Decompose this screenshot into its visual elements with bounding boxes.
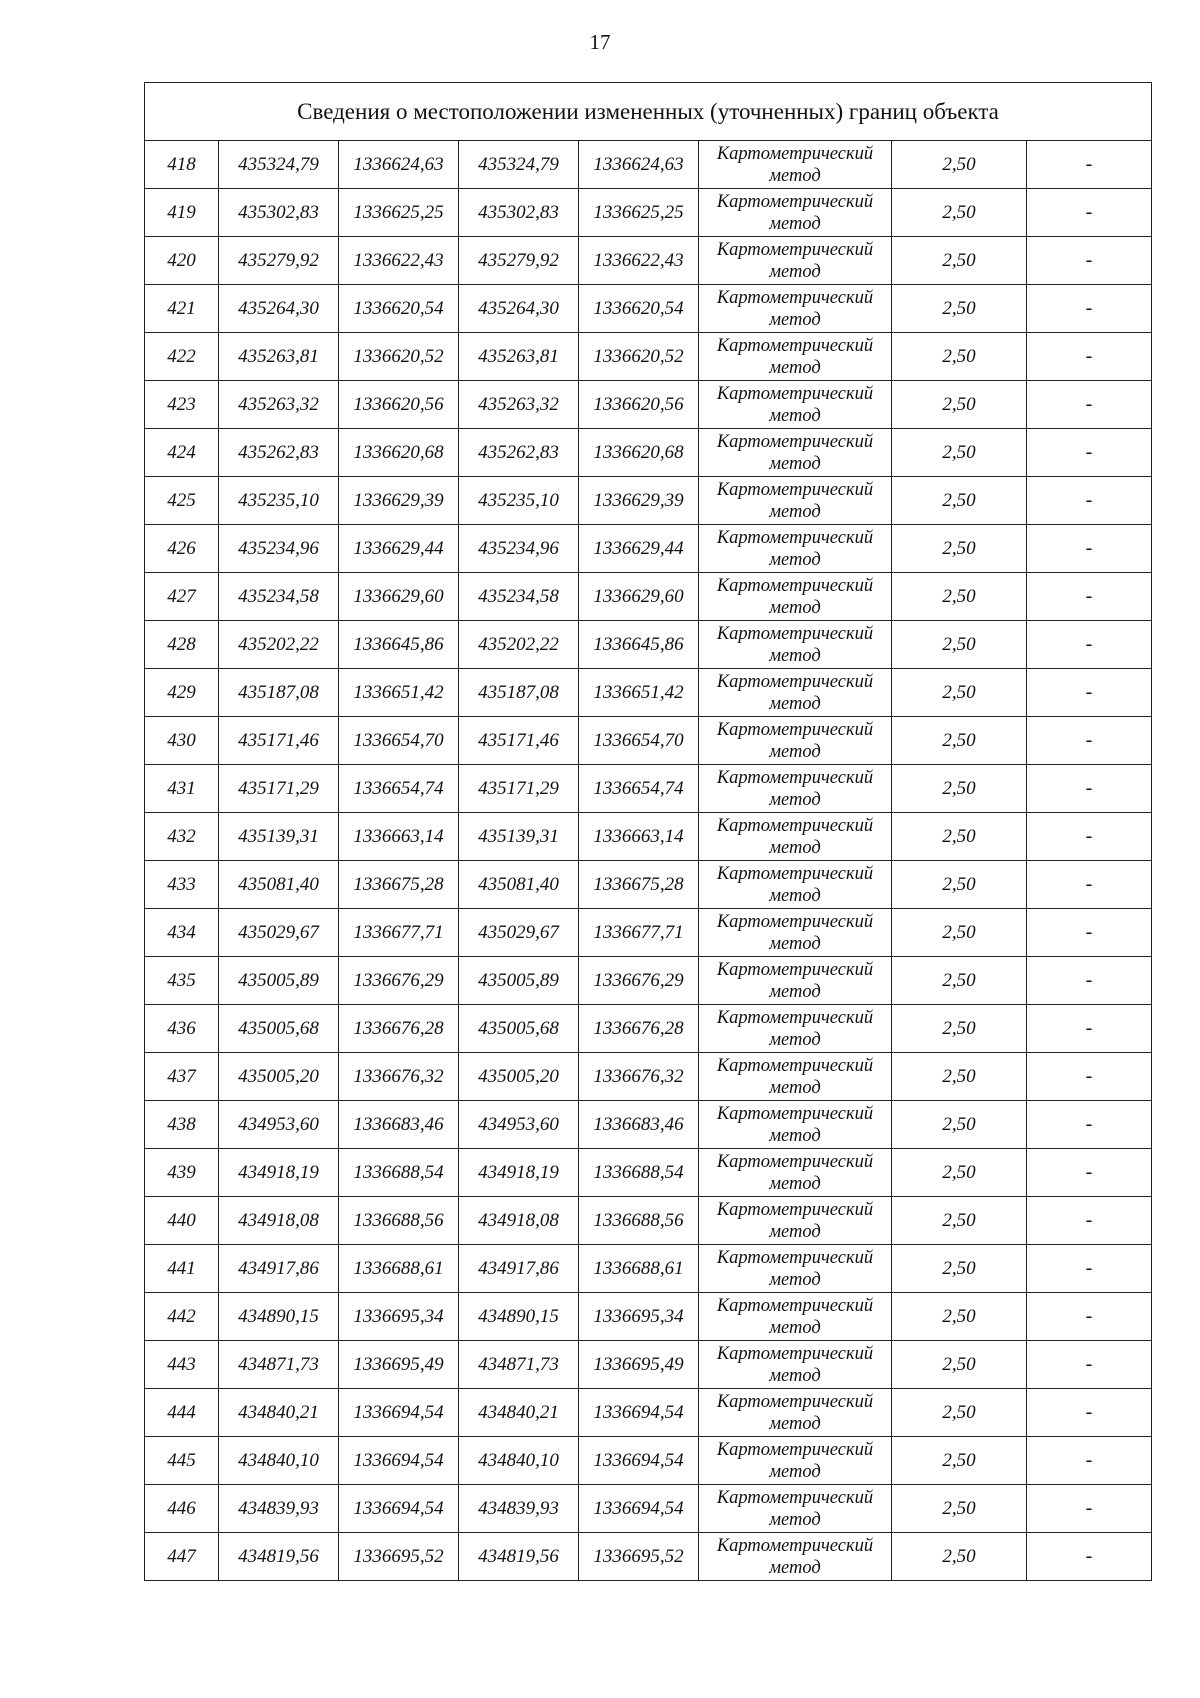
point-number-cell: 437 [145, 1053, 219, 1101]
x-refined-cell: 434839,93 [459, 1485, 579, 1533]
table-row [145, 1485, 1152, 1533]
accuracy-cell: 2,50 [892, 525, 1027, 573]
note-cell: - [1027, 189, 1152, 237]
method-cell: Картометрический метод [699, 525, 892, 573]
x-refined-cell: 435005,20 [459, 1053, 579, 1101]
y-refined-cell: 1336688,61 [579, 1245, 699, 1293]
point-number-cell: 419 [145, 189, 219, 237]
method-cell: Картометрический метод [699, 381, 892, 429]
table-row [145, 861, 1152, 909]
y-existing-cell: 1336625,25 [339, 189, 459, 237]
y-existing-cell: 1336629,39 [339, 477, 459, 525]
x-existing-cell: 435234,96 [219, 525, 339, 573]
accuracy-cell: 2,50 [892, 1341, 1027, 1389]
point-number-cell: 443 [145, 1341, 219, 1389]
note-cell: - [1027, 141, 1152, 189]
method-cell: Картометрический метод [699, 141, 892, 189]
note-cell: - [1027, 1149, 1152, 1197]
y-refined-cell: 1336620,56 [579, 381, 699, 429]
point-number-cell: 442 [145, 1293, 219, 1341]
method-cell: Картометрический метод [699, 1293, 892, 1341]
accuracy-cell: 2,50 [892, 189, 1027, 237]
x-existing-cell: 435302,83 [219, 189, 339, 237]
accuracy-cell: 2,50 [892, 1005, 1027, 1053]
y-refined-cell: 1336629,60 [579, 573, 699, 621]
method-cell: Картометрический метод [699, 189, 892, 237]
method-cell: Картометрический метод [699, 1341, 892, 1389]
x-existing-cell: 435279,92 [219, 237, 339, 285]
x-refined-cell: 435235,10 [459, 477, 579, 525]
table-row [145, 1101, 1152, 1149]
y-refined-cell: 1336676,32 [579, 1053, 699, 1101]
table-row [145, 429, 1152, 477]
point-number-cell: 418 [145, 141, 219, 189]
note-cell: - [1027, 333, 1152, 381]
x-refined-cell: 434890,15 [459, 1293, 579, 1341]
point-number-cell: 430 [145, 717, 219, 765]
y-refined-cell: 1336688,56 [579, 1197, 699, 1245]
accuracy-cell: 2,50 [892, 477, 1027, 525]
point-number-cell: 441 [145, 1245, 219, 1293]
note-cell: - [1027, 909, 1152, 957]
accuracy-cell: 2,50 [892, 861, 1027, 909]
table-row [145, 525, 1152, 573]
accuracy-cell: 2,50 [892, 1485, 1027, 1533]
note-cell: - [1027, 1533, 1152, 1581]
table-row [145, 1005, 1152, 1053]
y-existing-cell: 1336688,56 [339, 1197, 459, 1245]
x-existing-cell: 435029,67 [219, 909, 339, 957]
x-refined-cell: 435005,89 [459, 957, 579, 1005]
method-cell: Картометрический метод [699, 909, 892, 957]
table-row [145, 813, 1152, 861]
x-existing-cell: 435139,31 [219, 813, 339, 861]
note-cell: - [1027, 1197, 1152, 1245]
note-cell: - [1027, 621, 1152, 669]
y-existing-cell: 1336677,71 [339, 909, 459, 957]
x-existing-cell: 435263,32 [219, 381, 339, 429]
x-refined-cell: 435302,83 [459, 189, 579, 237]
method-cell: Картометрический метод [699, 1053, 892, 1101]
point-number-cell: 420 [145, 237, 219, 285]
x-existing-cell: 435005,20 [219, 1053, 339, 1101]
table-row [145, 1245, 1152, 1293]
x-existing-cell: 435081,40 [219, 861, 339, 909]
point-number-cell: 439 [145, 1149, 219, 1197]
accuracy-cell: 2,50 [892, 237, 1027, 285]
y-existing-cell: 1336694,54 [339, 1485, 459, 1533]
accuracy-cell: 2,50 [892, 1533, 1027, 1581]
note-cell: - [1027, 285, 1152, 333]
note-cell: - [1027, 813, 1152, 861]
accuracy-cell: 2,50 [892, 1437, 1027, 1485]
method-cell: Картометрический метод [699, 1149, 892, 1197]
note-cell: - [1027, 1053, 1152, 1101]
accuracy-cell: 2,50 [892, 669, 1027, 717]
y-existing-cell: 1336695,52 [339, 1533, 459, 1581]
x-existing-cell: 435171,46 [219, 717, 339, 765]
table-row [145, 189, 1152, 237]
method-cell: Картометрический метод [699, 1533, 892, 1581]
accuracy-cell: 2,50 [892, 717, 1027, 765]
y-existing-cell: 1336622,43 [339, 237, 459, 285]
y-existing-cell: 1336654,70 [339, 717, 459, 765]
y-existing-cell: 1336645,86 [339, 621, 459, 669]
y-refined-cell: 1336695,52 [579, 1533, 699, 1581]
table-row [145, 717, 1152, 765]
note-cell: - [1027, 669, 1152, 717]
boundary-coordinates-table [144, 82, 1152, 1581]
y-refined-cell: 1336688,54 [579, 1149, 699, 1197]
x-existing-cell: 435324,79 [219, 141, 339, 189]
accuracy-cell: 2,50 [892, 1389, 1027, 1437]
method-cell: Картометрический метод [699, 861, 892, 909]
method-cell: Картометрический метод [699, 957, 892, 1005]
x-existing-cell: 434839,93 [219, 1485, 339, 1533]
table-row [145, 957, 1152, 1005]
accuracy-cell: 2,50 [892, 1149, 1027, 1197]
method-cell: Картометрический метод [699, 477, 892, 525]
y-refined-cell: 1336654,70 [579, 717, 699, 765]
y-existing-cell: 1336695,49 [339, 1341, 459, 1389]
y-existing-cell: 1336688,54 [339, 1149, 459, 1197]
accuracy-cell: 2,50 [892, 333, 1027, 381]
table-row [145, 1437, 1152, 1485]
x-refined-cell: 434917,86 [459, 1245, 579, 1293]
point-number-cell: 432 [145, 813, 219, 861]
accuracy-cell: 2,50 [892, 765, 1027, 813]
accuracy-cell: 2,50 [892, 957, 1027, 1005]
y-refined-cell: 1336663,14 [579, 813, 699, 861]
table-row [145, 333, 1152, 381]
table-row [145, 1149, 1152, 1197]
point-number-cell: 428 [145, 621, 219, 669]
note-cell: - [1027, 381, 1152, 429]
x-refined-cell: 434840,21 [459, 1389, 579, 1437]
table-row [145, 141, 1152, 189]
point-number-cell: 444 [145, 1389, 219, 1437]
table-row [145, 765, 1152, 813]
method-cell: Картометрический метод [699, 621, 892, 669]
note-cell: - [1027, 1389, 1152, 1437]
point-number-cell: 424 [145, 429, 219, 477]
table-row [145, 1341, 1152, 1389]
y-refined-cell: 1336620,54 [579, 285, 699, 333]
table-row [145, 477, 1152, 525]
x-refined-cell: 435029,67 [459, 909, 579, 957]
note-cell: - [1027, 237, 1152, 285]
note-cell: - [1027, 1005, 1152, 1053]
y-existing-cell: 1336683,46 [339, 1101, 459, 1149]
y-refined-cell: 1336676,29 [579, 957, 699, 1005]
y-refined-cell: 1336694,54 [579, 1485, 699, 1533]
x-refined-cell: 435171,46 [459, 717, 579, 765]
method-cell: Картометрический метод [699, 1485, 892, 1533]
x-existing-cell: 434918,08 [219, 1197, 339, 1245]
y-refined-cell: 1336654,74 [579, 765, 699, 813]
y-refined-cell: 1336694,54 [579, 1389, 699, 1437]
point-number-cell: 433 [145, 861, 219, 909]
point-number-cell: 445 [145, 1437, 219, 1485]
x-existing-cell: 434953,60 [219, 1101, 339, 1149]
y-refined-cell: 1336677,71 [579, 909, 699, 957]
x-refined-cell: 435187,08 [459, 669, 579, 717]
x-refined-cell: 435139,31 [459, 813, 579, 861]
table-row [145, 909, 1152, 957]
point-number-cell: 440 [145, 1197, 219, 1245]
note-cell: - [1027, 717, 1152, 765]
table-row [145, 237, 1152, 285]
x-refined-cell: 435264,30 [459, 285, 579, 333]
method-cell: Картометрический метод [699, 429, 892, 477]
x-existing-cell: 434890,15 [219, 1293, 339, 1341]
method-cell: Картометрический метод [699, 1197, 892, 1245]
y-refined-cell: 1336629,39 [579, 477, 699, 525]
x-existing-cell: 435234,58 [219, 573, 339, 621]
y-refined-cell: 1336645,86 [579, 621, 699, 669]
x-refined-cell: 435081,40 [459, 861, 579, 909]
y-refined-cell: 1336695,49 [579, 1341, 699, 1389]
y-existing-cell: 1336695,34 [339, 1293, 459, 1341]
y-existing-cell: 1336620,56 [339, 381, 459, 429]
table-row [145, 285, 1152, 333]
note-cell: - [1027, 1101, 1152, 1149]
table-row [145, 1197, 1152, 1245]
x-existing-cell: 434819,56 [219, 1533, 339, 1581]
x-existing-cell: 434871,73 [219, 1341, 339, 1389]
x-existing-cell: 435264,30 [219, 285, 339, 333]
y-refined-cell: 1336695,34 [579, 1293, 699, 1341]
y-existing-cell: 1336620,54 [339, 285, 459, 333]
accuracy-cell: 2,50 [892, 141, 1027, 189]
x-existing-cell: 435005,89 [219, 957, 339, 1005]
note-cell: - [1027, 477, 1152, 525]
x-refined-cell: 434819,56 [459, 1533, 579, 1581]
y-refined-cell: 1336651,42 [579, 669, 699, 717]
y-refined-cell: 1336620,68 [579, 429, 699, 477]
x-refined-cell: 435262,83 [459, 429, 579, 477]
x-existing-cell: 434918,19 [219, 1149, 339, 1197]
table-row [145, 1053, 1152, 1101]
y-existing-cell: 1336624,63 [339, 141, 459, 189]
y-existing-cell: 1336676,28 [339, 1005, 459, 1053]
table-row [145, 1293, 1152, 1341]
table-title-row [145, 83, 1152, 141]
accuracy-cell: 2,50 [892, 285, 1027, 333]
y-refined-cell: 1336624,63 [579, 141, 699, 189]
y-existing-cell: 1336675,28 [339, 861, 459, 909]
accuracy-cell: 2,50 [892, 1053, 1027, 1101]
method-cell: Картометрический метод [699, 573, 892, 621]
x-existing-cell: 435005,68 [219, 1005, 339, 1053]
y-existing-cell: 1336654,74 [339, 765, 459, 813]
y-existing-cell: 1336620,68 [339, 429, 459, 477]
accuracy-cell: 2,50 [892, 1197, 1027, 1245]
note-cell: - [1027, 1485, 1152, 1533]
x-refined-cell: 435263,32 [459, 381, 579, 429]
point-number-cell: 431 [145, 765, 219, 813]
point-number-cell: 438 [145, 1101, 219, 1149]
point-number-cell: 447 [145, 1533, 219, 1581]
method-cell: Картометрический метод [699, 1437, 892, 1485]
accuracy-cell: 2,50 [892, 621, 1027, 669]
y-existing-cell: 1336688,61 [339, 1245, 459, 1293]
method-cell: Картометрический метод [699, 717, 892, 765]
x-refined-cell: 434840,10 [459, 1437, 579, 1485]
point-number-cell: 423 [145, 381, 219, 429]
point-number-cell: 429 [145, 669, 219, 717]
y-existing-cell: 1336663,14 [339, 813, 459, 861]
table-row [145, 621, 1152, 669]
method-cell: Картометрический метод [699, 1389, 892, 1437]
y-refined-cell: 1336683,46 [579, 1101, 699, 1149]
x-refined-cell: 435263,81 [459, 333, 579, 381]
page-number: 17 [589, 30, 611, 54]
x-existing-cell: 435235,10 [219, 477, 339, 525]
table-row [145, 1389, 1152, 1437]
table-row [145, 573, 1152, 621]
point-number-cell: 435 [145, 957, 219, 1005]
y-refined-cell: 1336675,28 [579, 861, 699, 909]
x-existing-cell: 435171,29 [219, 765, 339, 813]
note-cell: - [1027, 1437, 1152, 1485]
x-refined-cell: 435324,79 [459, 141, 579, 189]
point-number-cell: 427 [145, 573, 219, 621]
y-existing-cell: 1336676,29 [339, 957, 459, 1005]
y-refined-cell: 1336620,52 [579, 333, 699, 381]
y-existing-cell: 1336676,32 [339, 1053, 459, 1101]
point-number-cell: 426 [145, 525, 219, 573]
method-cell: Картометрический метод [699, 1245, 892, 1293]
method-cell: Картометрический метод [699, 765, 892, 813]
x-existing-cell: 435202,22 [219, 621, 339, 669]
note-cell: - [1027, 765, 1152, 813]
table-title: Сведения о местоположении измененных (уточненных) границ объекта [145, 83, 1152, 141]
x-refined-cell: 435279,92 [459, 237, 579, 285]
x-refined-cell: 435005,68 [459, 1005, 579, 1053]
method-cell: Картометрический метод [699, 1005, 892, 1053]
point-number-cell: 422 [145, 333, 219, 381]
x-existing-cell: 435262,83 [219, 429, 339, 477]
x-refined-cell: 435234,58 [459, 573, 579, 621]
note-cell: - [1027, 861, 1152, 909]
note-cell: - [1027, 573, 1152, 621]
y-existing-cell: 1336629,44 [339, 525, 459, 573]
accuracy-cell: 2,50 [892, 1245, 1027, 1293]
table-row [145, 381, 1152, 429]
note-cell: - [1027, 1293, 1152, 1341]
x-existing-cell: 434917,86 [219, 1245, 339, 1293]
method-cell: Картометрический метод [699, 1101, 892, 1149]
note-cell: - [1027, 1341, 1152, 1389]
point-number-cell: 421 [145, 285, 219, 333]
x-refined-cell: 434918,19 [459, 1149, 579, 1197]
accuracy-cell: 2,50 [892, 1293, 1027, 1341]
x-existing-cell: 434840,21 [219, 1389, 339, 1437]
accuracy-cell: 2,50 [892, 1101, 1027, 1149]
accuracy-cell: 2,50 [892, 573, 1027, 621]
method-cell: Картометрический метод [699, 285, 892, 333]
method-cell: Картометрический метод [699, 333, 892, 381]
table-row [145, 669, 1152, 717]
y-existing-cell: 1336694,54 [339, 1389, 459, 1437]
y-existing-cell: 1336629,60 [339, 573, 459, 621]
x-refined-cell: 434918,08 [459, 1197, 579, 1245]
accuracy-cell: 2,50 [892, 381, 1027, 429]
x-refined-cell: 435171,29 [459, 765, 579, 813]
table-row [145, 1533, 1152, 1581]
y-refined-cell: 1336694,54 [579, 1437, 699, 1485]
x-refined-cell: 435202,22 [459, 621, 579, 669]
method-cell: Картометрический метод [699, 813, 892, 861]
y-existing-cell: 1336620,52 [339, 333, 459, 381]
note-cell: - [1027, 957, 1152, 1005]
note-cell: - [1027, 429, 1152, 477]
y-existing-cell: 1336651,42 [339, 669, 459, 717]
y-refined-cell: 1336629,44 [579, 525, 699, 573]
x-refined-cell: 435234,96 [459, 525, 579, 573]
point-number-cell: 434 [145, 909, 219, 957]
accuracy-cell: 2,50 [892, 813, 1027, 861]
note-cell: - [1027, 1245, 1152, 1293]
method-cell: Картометрический метод [699, 669, 892, 717]
y-refined-cell: 1336676,28 [579, 1005, 699, 1053]
note-cell: - [1027, 525, 1152, 573]
x-refined-cell: 434953,60 [459, 1101, 579, 1149]
x-existing-cell: 434840,10 [219, 1437, 339, 1485]
x-existing-cell: 435187,08 [219, 669, 339, 717]
method-cell: Картометрический метод [699, 237, 892, 285]
y-refined-cell: 1336625,25 [579, 189, 699, 237]
point-number-cell: 425 [145, 477, 219, 525]
accuracy-cell: 2,50 [892, 429, 1027, 477]
point-number-cell: 436 [145, 1005, 219, 1053]
x-refined-cell: 434871,73 [459, 1341, 579, 1389]
y-refined-cell: 1336622,43 [579, 237, 699, 285]
accuracy-cell: 2,50 [892, 909, 1027, 957]
x-existing-cell: 435263,81 [219, 333, 339, 381]
y-existing-cell: 1336694,54 [339, 1437, 459, 1485]
point-number-cell: 446 [145, 1485, 219, 1533]
